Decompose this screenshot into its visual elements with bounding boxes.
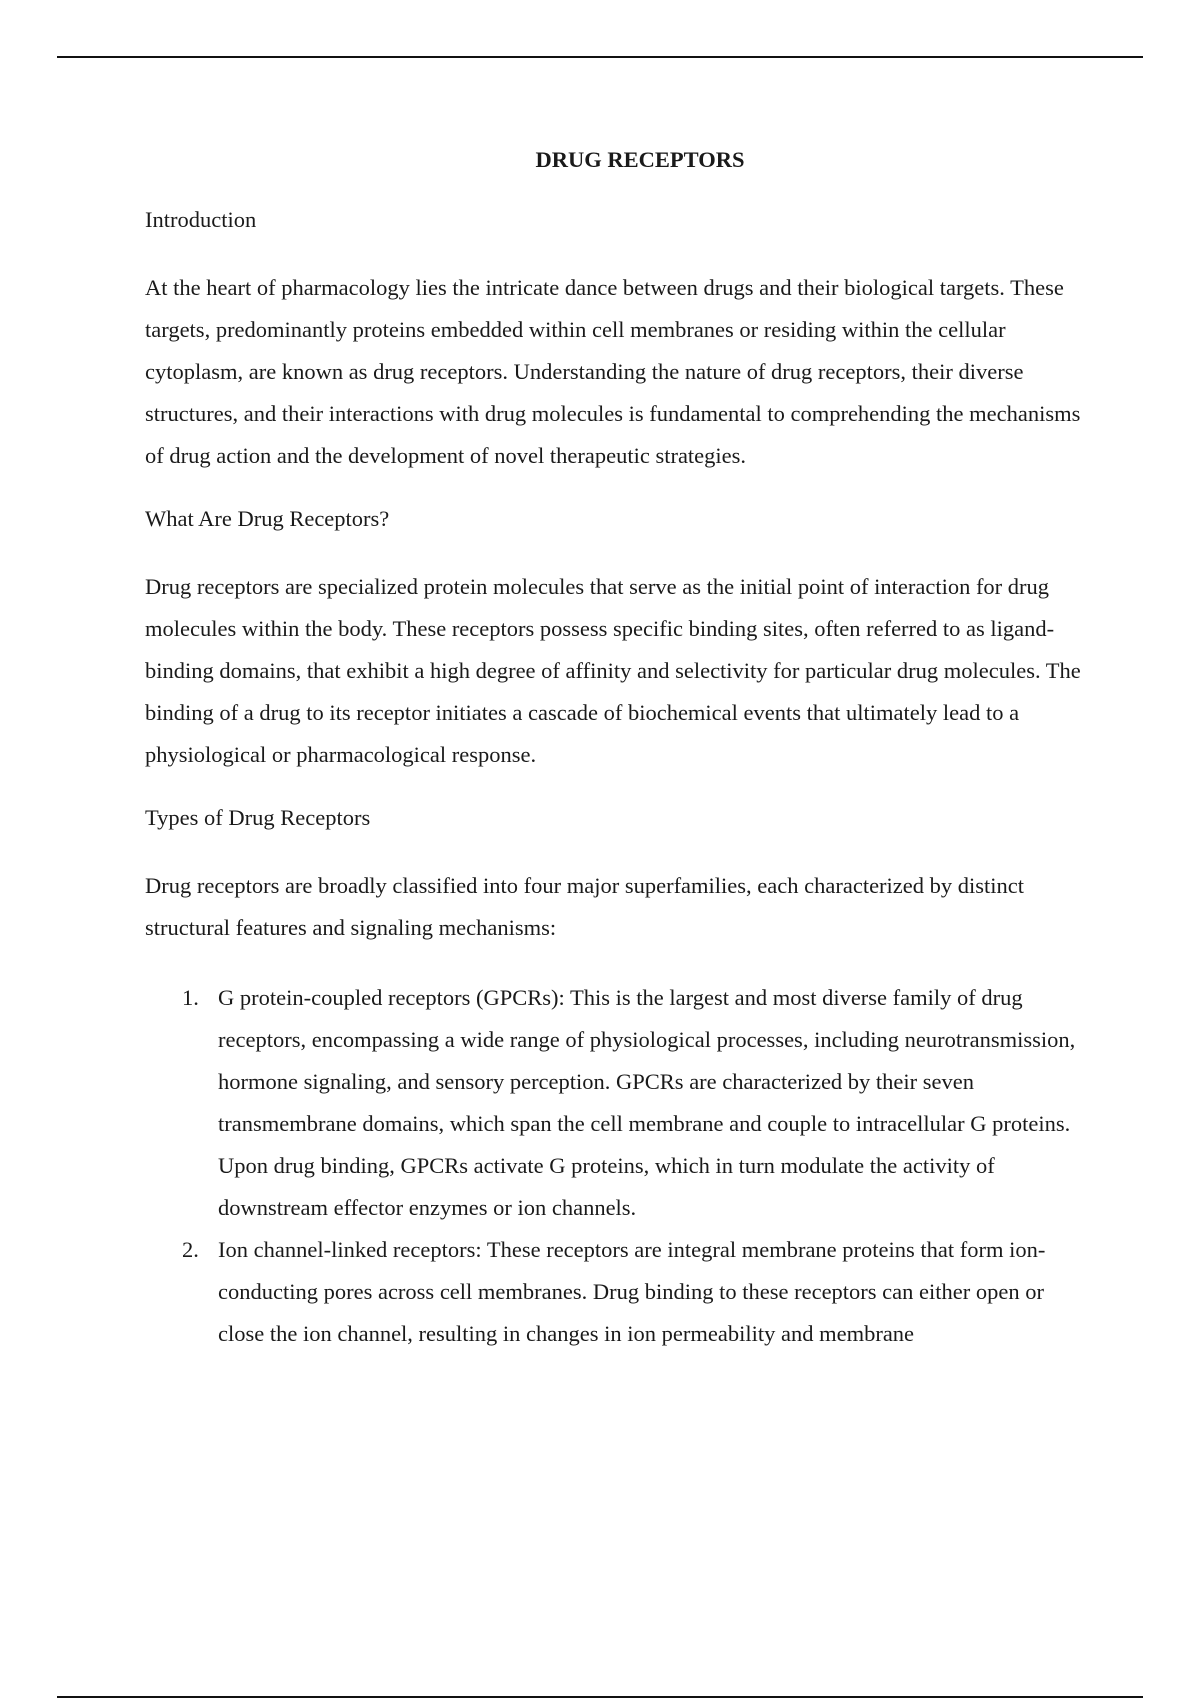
list-item-text: Ion channel-linked receptors: These receptors are integral membrane proteins that form ion-conducting pores across cell membranes. Drug binding to these receptors can either open or close the ion channel, resulting in changes in ion permeability and membrane bbox=[218, 1237, 1046, 1346]
section-heading-what-are-drug-receptors: What Are Drug Receptors? bbox=[145, 506, 390, 531]
section-paragraph-types-of-drug-receptors: Drug receptors are broadly classified into four major superfamilies, each characterized by distinct structural features and signaling mechanisms: bbox=[145, 873, 1025, 940]
section-paragraph-what-are-drug-receptors: Drug receptors are specialized protein molecules that serve as the initial point of interaction for drug molecules within the body. These receptors possess specific binding sites, often referred to as ligand-binding domains, that exhibit a high degree of affinity and selectivity for particular drug molecules. The binding of a drug to its receptor initiates a cascade of biochemical events that ultimately lead to a physiological or pharmacological response. bbox=[145, 574, 1081, 767]
list-item bbox=[145, 1229, 1085, 1355]
list-item bbox=[145, 977, 1085, 1229]
section-heading-types-of-drug-receptors: Types of Drug Receptors bbox=[145, 805, 371, 830]
list-item-number: 2. bbox=[182, 1237, 199, 1262]
list-item-number: 1. bbox=[182, 985, 199, 1010]
receptor-types-list bbox=[145, 977, 1085, 1355]
document-body bbox=[145, 140, 1085, 1355]
section-heading-introduction: Introduction bbox=[145, 207, 257, 232]
header-rule bbox=[57, 56, 1143, 58]
document-title: DRUG RECEPTORS bbox=[535, 147, 745, 172]
footer-rule bbox=[57, 1696, 1143, 1698]
list-item-text: G protein-coupled receptors (GPCRs): This is the largest and most diverse family of drug receptors, encompassing a wide range of physiological processes, including neurotransmission, hormone signaling, and sensory perception. GPCRs are characterized by their seven transmembrane domains, which span the cell membrane and couple to intracellular G proteins. Upon drug binding, GPCRs activate G proteins, which in turn modulate the activity of downstream effector enzymes or ion channels. bbox=[218, 985, 1076, 1220]
section-paragraph-introduction: At the heart of pharmacology lies the intricate dance between drugs and their biological targets. These targets, predominantly proteins embedded within cell membranes or residing within the cellular cytoplasm, are known as drug receptors. Understanding the nature of drug receptors, their diverse structures, and their interactions with drug molecules is fundamental to comprehending the mechanisms of drug action and the development of novel therapeutic strategies. bbox=[145, 275, 1081, 468]
